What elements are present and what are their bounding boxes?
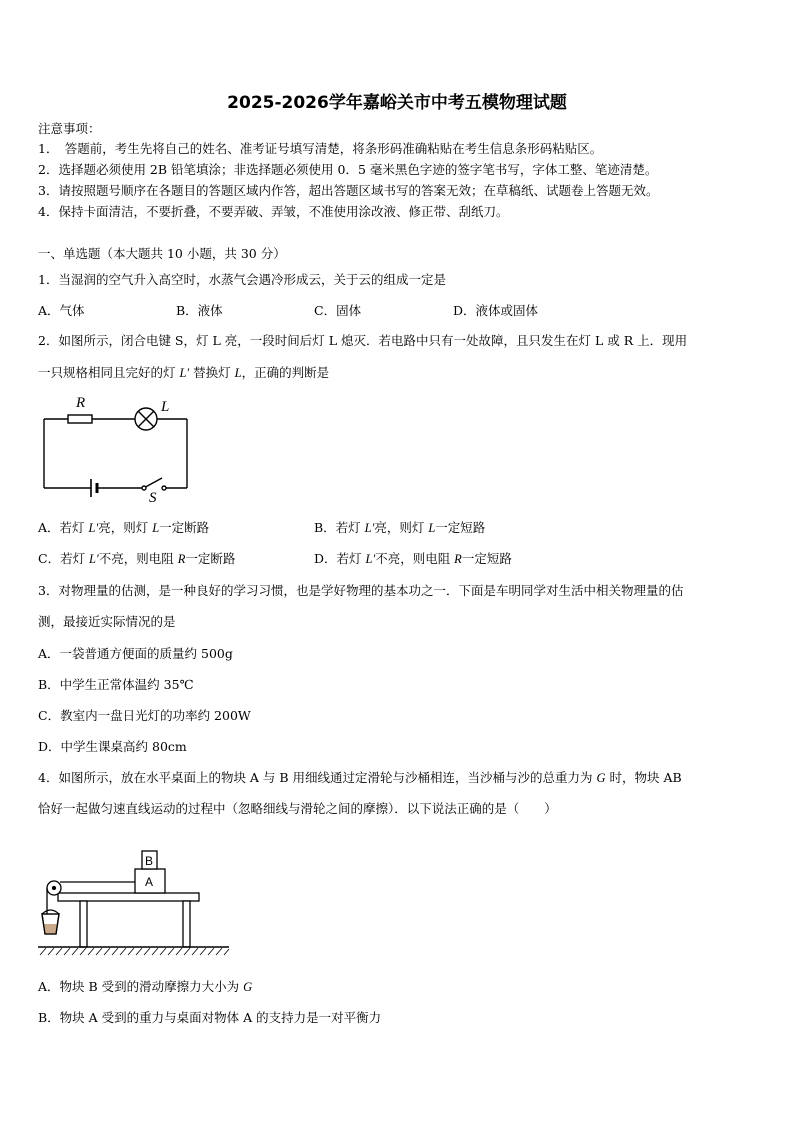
- note-item-4: 4．保持卡面清洁，不要折叠，不要弄破、弄皱，不准使用涂改液、修正带、刮纸刀。: [38, 204, 509, 219]
- q2-option-d: D．若灯 L′不亮，则电阻 R一定短路: [314, 551, 512, 566]
- q3-option-c: C．教室内一盘日光灯的功率约 200W: [38, 708, 251, 723]
- q4-option-b: B．物块 A 受到的重力与桌面对物体 A 的支持力是一对平衡力: [38, 1010, 382, 1025]
- q1-stem: 1．当湿润的空气升入高空时，水蒸气会遇冷形成云，关于云的组成一定是: [38, 272, 446, 287]
- table-top: [58, 893, 199, 901]
- note-item-1: 1． 答题前，考生先将自己的姓名、准考证号填写清楚，将条形码准确粘贴在考生信息条形码粘贴区。: [38, 141, 603, 156]
- note-item-3: 3．请按照题号顺序在各题目的答题区域内作答，超出答题区域书写的答案无效；在草稿纸、试题卷上答题无效。: [38, 183, 659, 198]
- label-r: R: [76, 395, 86, 411]
- q4-pulley-diagram: [34, 846, 234, 958]
- q2-stem-text-c: ，正确的判断是: [241, 365, 330, 380]
- q1-option-d: D．液体或固体: [453, 303, 539, 318]
- q2-stem-text-a: 一只规格相同且完好的灯: [38, 365, 180, 380]
- q3-stem-line1: 3．对物理量的估测，是一种良好的学习习惯，也是学好物理的基本功之一．下面是车明同学对生活中相关物理量的估: [38, 583, 684, 598]
- q2-option-c: C．若灯 L′不亮，则电阻 R一定断路: [38, 551, 236, 566]
- table-leg-left: [80, 901, 87, 947]
- notes-heading: 注意事项：: [38, 121, 101, 136]
- q3-option-a: A．一袋普通方便面的质量约 500g: [38, 646, 233, 661]
- switch-lever: [146, 478, 163, 487]
- label-l: L: [161, 399, 170, 415]
- q2-circuit-diagram: [38, 390, 198, 502]
- q2-option-b: B．若灯 L′亮，则灯 L一定短路: [314, 520, 486, 535]
- label-s: S: [149, 490, 157, 502]
- resistor-symbol: [68, 415, 92, 423]
- label-block-a: A: [145, 875, 154, 889]
- note-item-2: 2．选择题必须使用 2B 铅笔填涂；非选择题必须使用 0．5 毫米黑色字迹的签字笔书写，字体工整、笔迹清楚。: [38, 162, 658, 177]
- q2-symbol-l: L: [234, 366, 242, 380]
- q2-stem-line1: 2．如图所示，闭合电键 S，灯 L 亮，一段时间后灯 L 熄灭．若电路中只有一处故障，且只发生在灯 L 或 R 上．现用: [38, 333, 688, 348]
- q3-option-b: B．中学生正常体温约 35℃: [38, 677, 194, 692]
- q4-stem-line2: 恰好一起做匀速直线运动的过程中（忽略细线与滑轮之间的摩擦）．以下说法正确的是（ ）: [38, 801, 557, 816]
- q3-stem-line2: 测，最接近实际情况的是: [38, 614, 176, 629]
- q4-option-a: A．物块 B 受到的滑动摩擦力大小为 G: [38, 979, 253, 994]
- q1-option-a: A．气体: [38, 303, 85, 318]
- q3-option-d: D．中学生课桌高约 80cm: [38, 739, 187, 754]
- q1-option-c: C．固体: [314, 303, 362, 318]
- q2-stem-text-b: 替换灯: [189, 365, 235, 380]
- section-heading: 一、单选题（本大题共 10 小题，共 30 分）: [38, 246, 286, 261]
- page-title: 2025-2026学年嘉峪关市中考五模物理试题: [227, 93, 567, 113]
- q2-stem-line2: [38, 365, 329, 381]
- table-leg-right: [183, 901, 190, 947]
- q1-option-b: B．液体: [176, 303, 223, 318]
- q2-symbol-lprime: L′: [179, 366, 190, 380]
- q4-stem-line1: 4．如图所示，放在水平桌面上的物块 A 与 B 用细线通过定滑轮与沙桶相连，当沙桶与沙的总重力为 G 时，物块 AB: [38, 770, 682, 785]
- label-block-b: B: [145, 854, 154, 868]
- q2-option-a: A．若灯 L′亮，则灯 L一定断路: [38, 520, 210, 535]
